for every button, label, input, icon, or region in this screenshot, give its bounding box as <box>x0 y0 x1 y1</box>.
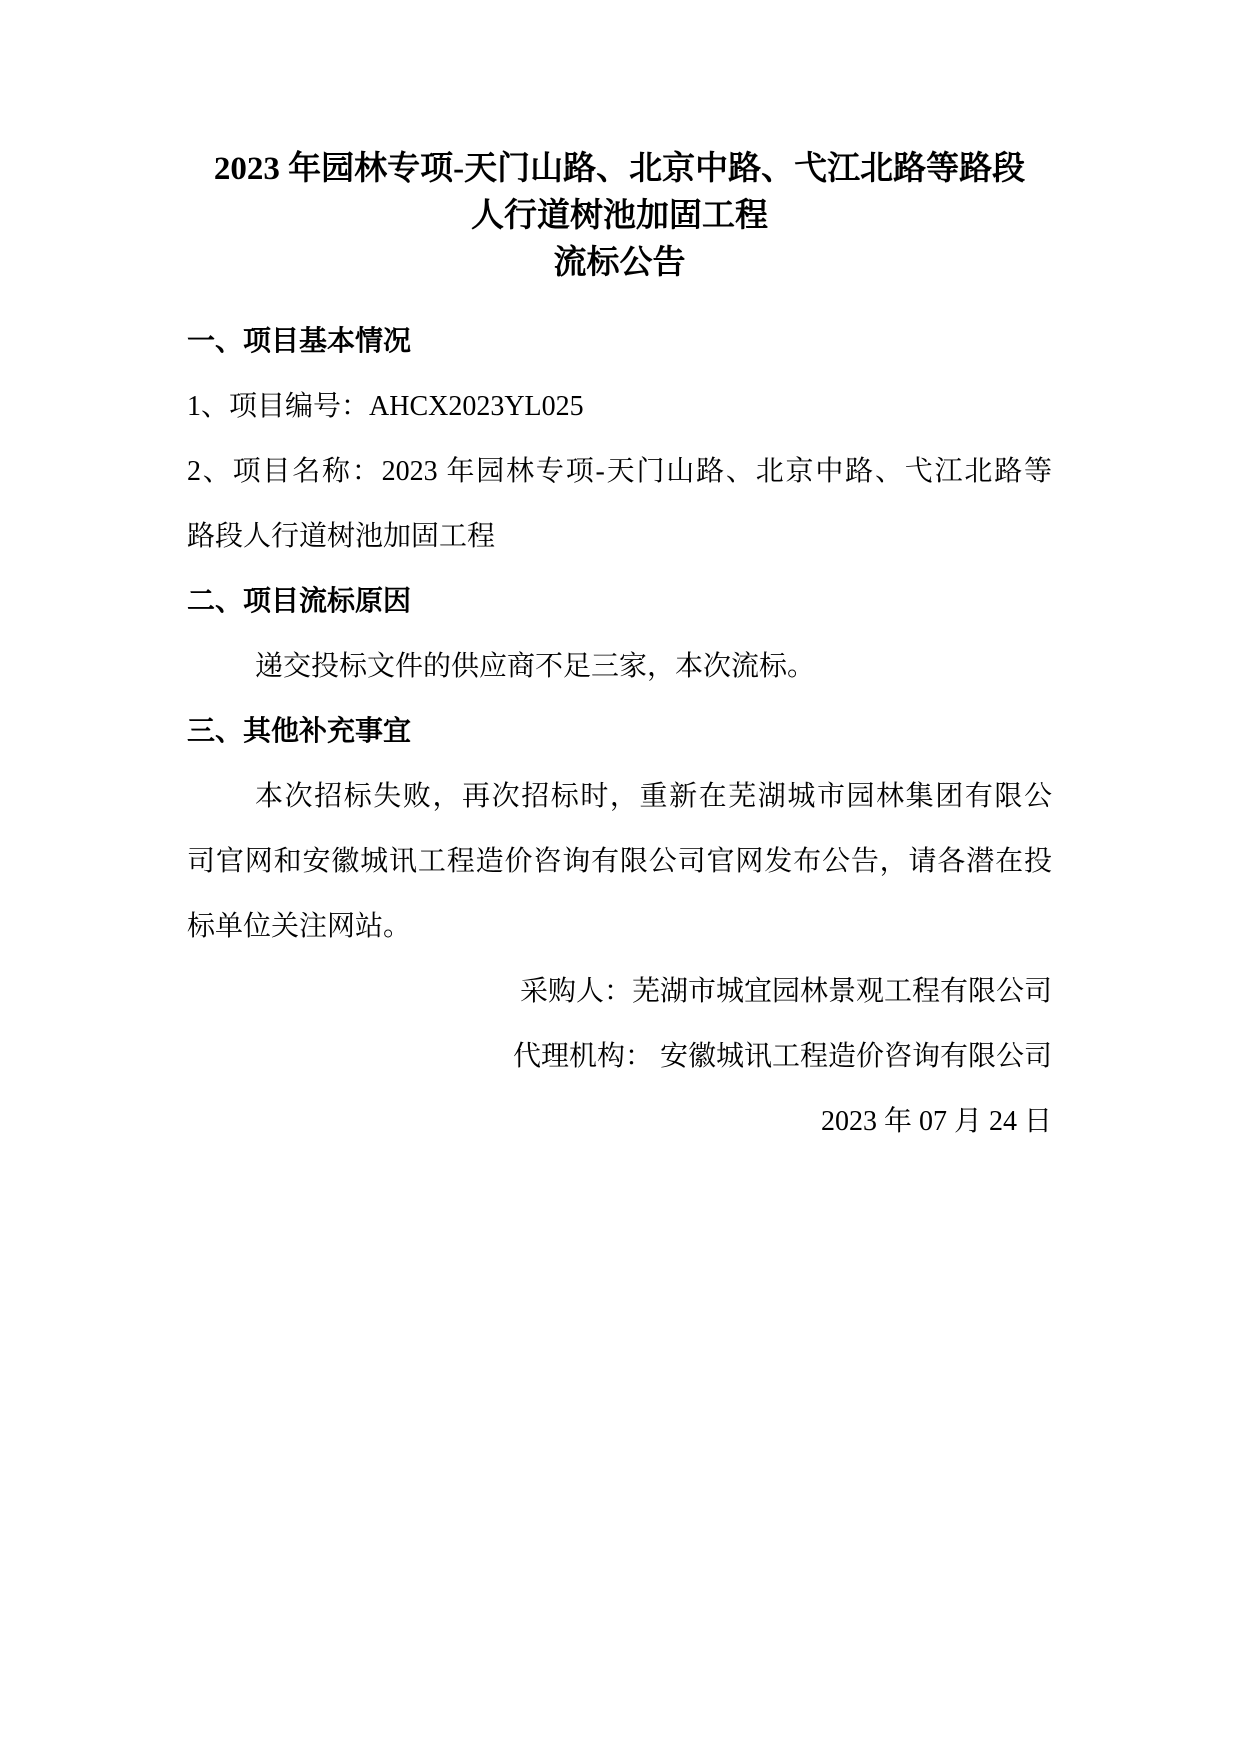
section3-heading: 三、其他补充事宜 <box>187 716 412 747</box>
project-number-line: 1、项目编号：AHCX2023YL025 <box>187 391 584 422</box>
document-content <box>187 0 1052 1154</box>
section2-heading: 二、项目流标原因 <box>187 586 412 617</box>
title-line-3: 流标公告 <box>553 245 686 281</box>
title-line-2: 人行道树池加固工程 <box>471 198 768 234</box>
date-line: 2023 年 07 月 24 日 <box>820 1106 1052 1137</box>
section2-body: 递交投标文件的供应商不足三家，本次流标。 <box>255 651 816 682</box>
section3-line-3: 标单位关注网站。 <box>187 911 412 942</box>
agency-line: 代理机构： 安徽城讯工程造价咨询有限公司 <box>512 1041 1052 1072</box>
project-name-line-2: 路段人行道树池加固工程 <box>187 521 496 552</box>
section3-line-1: 本次招标失败，再次招标时，重新在芜湖城市园林集团有限公 <box>255 781 1052 812</box>
section1-heading: 一、项目基本情况 <box>187 326 412 357</box>
document-title <box>187 146 1052 287</box>
section3-line-2: 司官网和安徽城讯工程造价咨询有限公司官网发布公告，请各潜在投 <box>187 846 1052 877</box>
document-body <box>187 309 1052 1154</box>
signature-block <box>187 959 1052 1154</box>
title-line-1: 2023 年园林专项-天门山路、北京中路、弋江北路等路段 <box>213 151 1026 187</box>
project-name-line-1: 2、项目名称：2023 年园林专项-天门山路、北京中路、弋江北路等 <box>187 456 1052 487</box>
purchaser-line: 采购人：芜湖市城宜园林景观工程有限公司 <box>519 976 1052 1007</box>
